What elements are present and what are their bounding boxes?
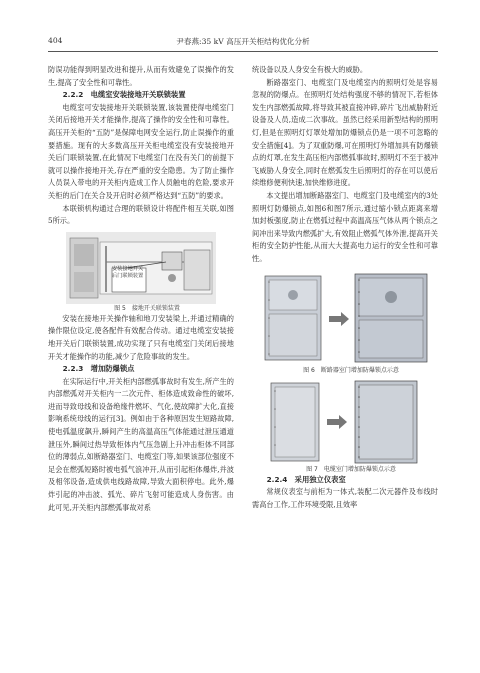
page-number: 404 — [48, 36, 63, 45]
paragraph: 统设备以及人身安全有极大的威胁。 — [252, 65, 368, 74]
section-heading: 2.2.3 增加防爆锁点 — [62, 364, 135, 374]
paragraph: 常规仪表室与前柜为一体式,装配二次元器件及布线时需高台工作,工作环境受限,且效率 — [252, 487, 438, 509]
right-column — [252, 64, 438, 511]
figure-5-label: 安装接地开关后门联锁装置 — [112, 265, 144, 279]
figure-5-caption: 图 5 接地开关联锁装置 — [114, 304, 180, 312]
paragraph: 本文提出增加断路器室门、电缆室门及电缆室内的3处照明灯防爆锁点,如图6和图7所示,通过缩小锁点距离来增加封板强度,防止在燃弧过程中高温高压气体从两个锁点之间冲出来导致内燃弧扩大,有效阻止燃弧气体外泄,提高开关柜的安全防护性能,从而大大提高电力运行的安全性和可靠性。 — [252, 190, 438, 263]
paragraph: 安装在接地开关操作轴和地刀安装梁上,并通过精确的操作限位设定,使各配件有效配合传动。通过电缆室安装接地开关后门联锁装置,成功实现了只有电缆室门关闭后接地开关才能操作的功能,减少了危险事故的发生。 — [48, 313, 234, 361]
header-rule — [48, 51, 438, 52]
paragraph: 本联锁机构通过合理的联锁设计将配件相互关联,如图5所示。 — [48, 203, 234, 226]
page-header — [48, 36, 438, 50]
paragraph: 在实际运行中,开关柜内部燃弧事故时有发生,所产生的内部燃弧对开关柜内一二次元件、柜体造成致命性的破坏,进而导致母线和设备绝缘件燃坏、气化,使故障扩大化,直接影响系统母线的运行[3]。例如由于各种原因发生短路故障,使电弧温度飙升,瞬间产生的高温高压气体能通过泄压通道泄压外,瞬间过热导致柜体内气压急剧上升冲击柜体不同部位的薄弱点,如断路器室门、电缆室门等,如果该部位强度不足会在燃弧短路时被电弧气浪冲开,从而引起柜体爆炸,并波及相邻设备,造成供电线路故障,导致大面积停电。此外,爆炸引起的冲击波、弧光、碎片飞射可能造成人身伤害。由此可见,开关柜内部燃弧事故对系 — [48, 376, 234, 512]
figure-7-caption: 图 7 电缆室门增加防爆锁点示意 — [306, 465, 396, 473]
section-heading: 2.2.4 采用独立仪表室 — [266, 474, 346, 484]
figure-7-image — [265, 379, 425, 465]
left-column — [48, 64, 234, 514]
paragraph: 电缆室可安装接地开关联锁装置,该装置使得电缆室门关闭后接地开关才能操作,提高了操作的安全性和可靠性。高压开关柜的“五防”是保障电网安全运行,防止误操作的重要措施。现有的大多数高压开关柜电缆室没有安装接地开关后门联锁装置,在此情况下电缆室门在没有关门的前提下就可以操作接地开关,存在严重的安全隐患。为了防止操作人员误入带电的开关柜内造成工作人员触电的危险,要求开关柜的后门在关合及开启时必须严格达到“五防”的要求。 — [48, 102, 234, 200]
figure-6-image — [259, 270, 431, 366]
paragraph: 断路器室门、电缆室门及电缆室内的照明灯处是容易忽视的防爆点。在照明灯处结构强度不够的情况下,若柜体发生内部燃弧故障,将导致其被直接冲碎,碎片飞出威胁附近设备及人员,造成二次事故。虽然已经采用新型结构的照明灯,但是在照明灯灯罩处增加防爆锁点仍是一项不可忽略的安全措施[4]。为了双重防爆,可在照明灯外增加具有防爆锁点的灯罩,在发生高压柜内部燃弧事故时,照明灯不至于被冲飞威胁人身安全,同时在燃弧发生后照明灯的存在可以使后续维修便利快速,加快维修进度。 — [252, 77, 438, 188]
section-heading: 2.2.2 电缆室安装接地开关联锁装置 — [62, 90, 186, 100]
running-title: 尹春燕:35 kV 高压开关柜结构优化分析 — [176, 37, 310, 46]
paragraph: 防误功能得到明显改进和提升,从而有效避免了误操作的发生,提高了安全性和可靠性。 — [48, 65, 234, 87]
figure-6-caption: 图 6 断路器室门增加防爆锁点示意 — [303, 366, 399, 374]
